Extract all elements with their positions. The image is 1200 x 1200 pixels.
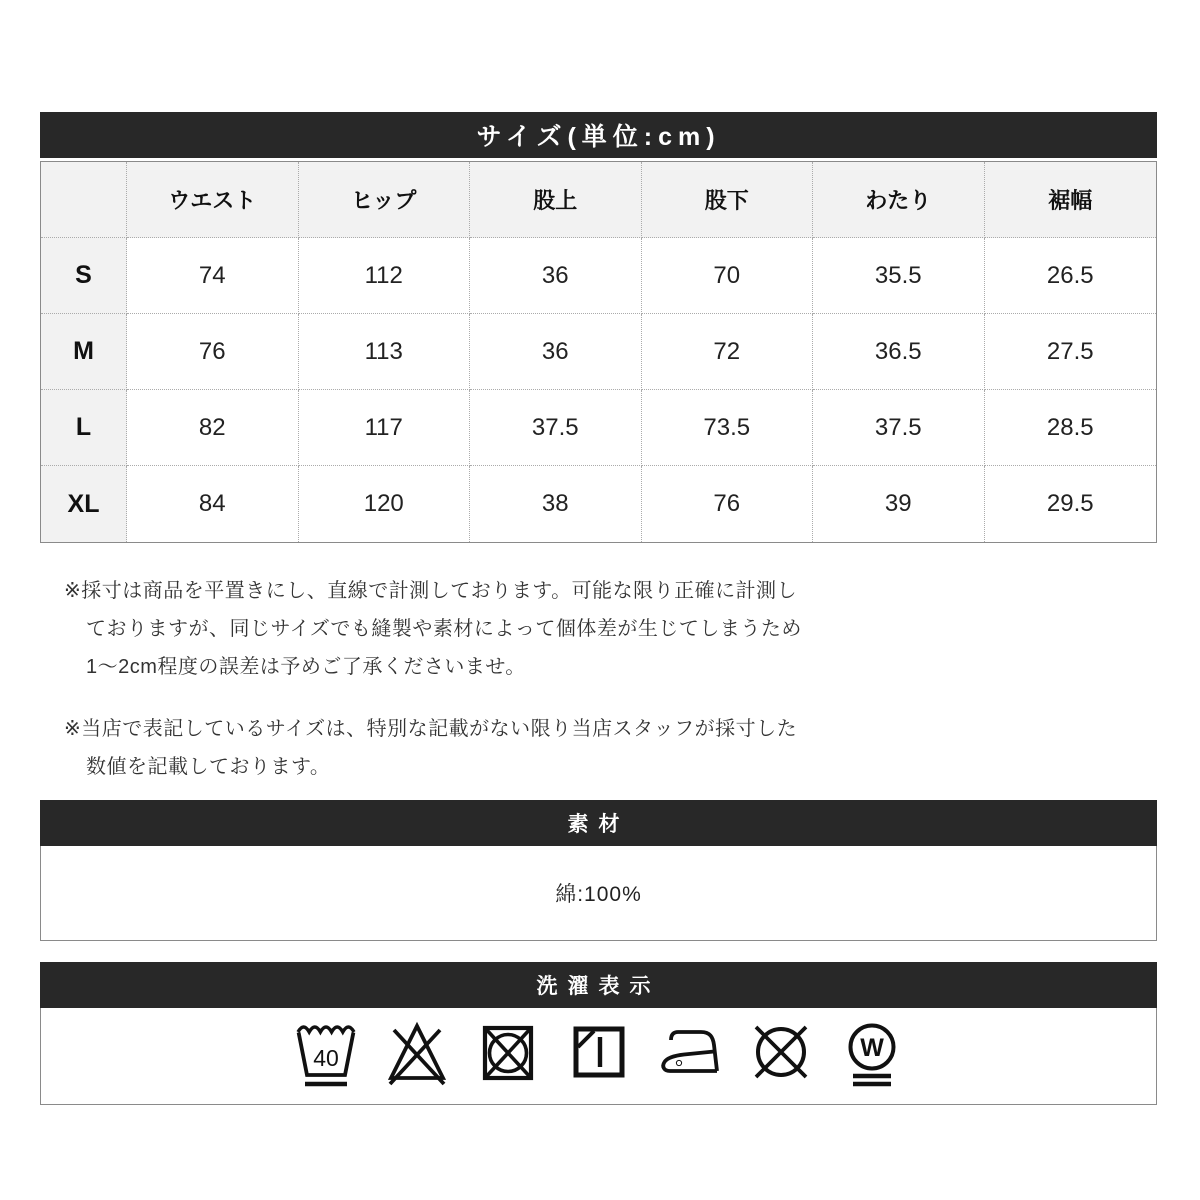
note-line: 1〜2cm程度の誤差は予めご了承くださいませ。	[86, 656, 526, 678]
table-cell: 28.5	[985, 390, 1157, 466]
row-label-xl: XL	[41, 466, 127, 542]
size-table-section	[40, 112, 1157, 543]
col-header-hip: ヒップ	[299, 162, 471, 238]
note-line: ※採寸は商品を平置きにし、直線で計測しております。可能な限り正確に計測し	[64, 580, 798, 602]
size-table	[40, 161, 1157, 543]
row-label-l: L	[41, 390, 127, 466]
line-dry-in-shade-icon	[566, 1020, 632, 1092]
table-cell: 36	[470, 314, 642, 390]
table-cell: 117	[299, 390, 471, 466]
table-cell: 37.5	[470, 390, 642, 466]
laundry-title: 洗濯表示	[40, 962, 1157, 1008]
note-line: ※当店で表記しているサイズは、特別な記載がない限り当店スタッフが採寸した	[64, 718, 798, 740]
table-cell: 70	[642, 238, 814, 314]
table-cell: 39	[813, 466, 985, 542]
table-cell: 74	[127, 238, 299, 314]
table-cell: 26.5	[985, 238, 1157, 314]
material-section	[40, 800, 1157, 941]
svg-text:40: 40	[312, 1045, 339, 1071]
row-label-m: M	[41, 314, 127, 390]
size-table-title: サイズ(単位:cm)	[40, 112, 1157, 158]
do-not-dry-clean-icon	[748, 1020, 814, 1092]
do-not-tumble-dry-icon	[475, 1020, 541, 1092]
notes-block	[64, 572, 904, 786]
note-line: 数値を記載しております。	[86, 756, 331, 778]
table-cell: 73.5	[642, 390, 814, 466]
machine-wash-40-mild-icon	[293, 1020, 359, 1092]
table-cell: 76	[127, 314, 299, 390]
table-cell: 36.5	[813, 314, 985, 390]
row-label-s: S	[41, 238, 127, 314]
col-header-rise: 股上	[470, 162, 642, 238]
table-cell: 113	[299, 314, 471, 390]
table-cell: 29.5	[985, 466, 1157, 542]
material-title: 素材	[40, 800, 1157, 846]
svg-text:W: W	[859, 1034, 884, 1062]
col-header-waist: ウエスト	[127, 162, 299, 238]
table-cell: 36	[470, 238, 642, 314]
table-cell: 27.5	[985, 314, 1157, 390]
table-cell: 76	[642, 466, 814, 542]
table-cell: 38	[470, 466, 642, 542]
do-not-bleach-icon	[384, 1020, 450, 1092]
measurement-note	[64, 572, 904, 686]
col-header-inseam: 股下	[642, 162, 814, 238]
col-header-hem: 裾幅	[985, 162, 1157, 238]
iron-low-heat-icon	[657, 1020, 723, 1092]
table-cell: 37.5	[813, 390, 985, 466]
corner-cell	[41, 162, 127, 238]
table-cell: 112	[299, 238, 471, 314]
material-value: 綿:100%	[555, 883, 642, 906]
table-cell: 84	[127, 466, 299, 542]
table-cell: 120	[299, 466, 471, 542]
note-line: ておりますが、同じサイズでも縫製や素材によって個体差が生じてしまうため	[86, 618, 802, 640]
laundry-section	[40, 962, 1157, 1105]
size-policy-note	[64, 710, 904, 786]
laundry-icons-row	[41, 1008, 1156, 1104]
table-cell: 82	[127, 390, 299, 466]
table-cell: 72	[642, 314, 814, 390]
col-header-thigh: わたり	[813, 162, 985, 238]
table-cell: 35.5	[813, 238, 985, 314]
wet-clean-very-mild-icon	[839, 1020, 905, 1092]
